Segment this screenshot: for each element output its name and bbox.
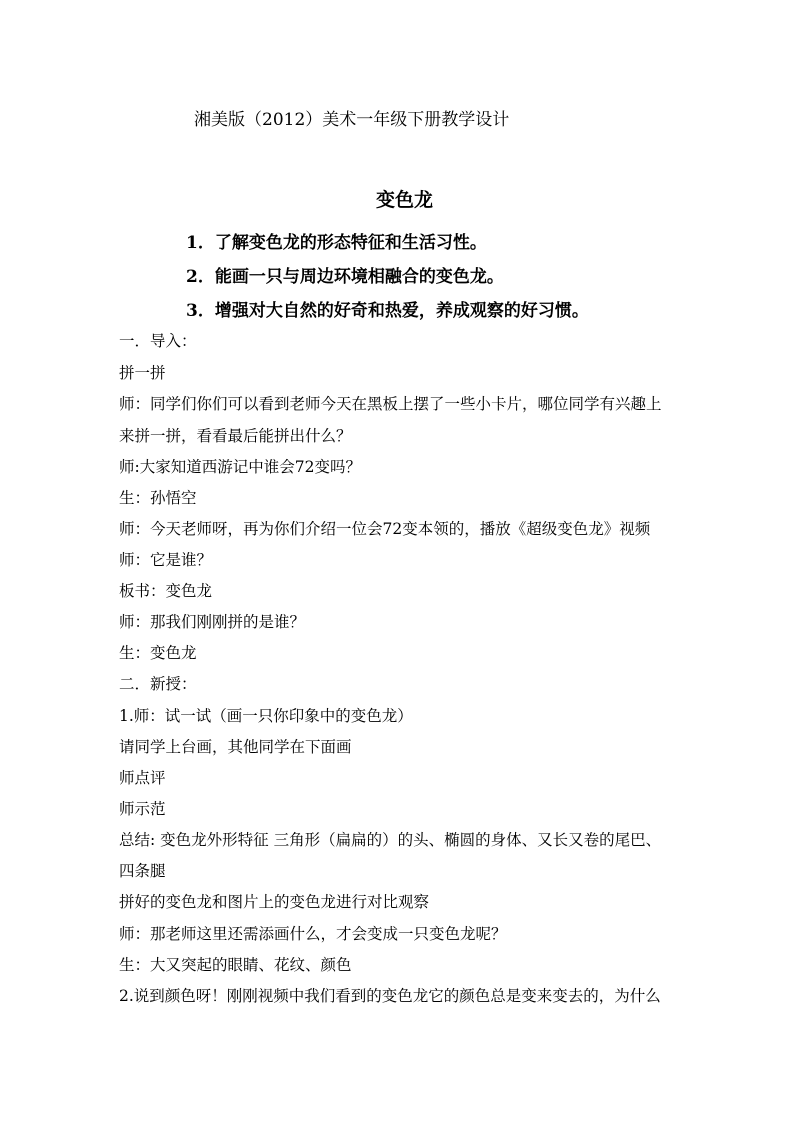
body-line: 四条腿 xyxy=(119,862,166,880)
body-line: 请同学上台画，其他同学在下面画 xyxy=(119,738,352,756)
body-line: 师：那老师这里还需添画什么，才会变成一只变色龙呢？ xyxy=(119,925,507,943)
body-line: 师：它是谁？ xyxy=(119,551,213,569)
body-line: 师点评 xyxy=(119,769,166,787)
section-heading-new-lesson: 二．新授： xyxy=(119,675,197,693)
section-heading-intro: 一．导入： xyxy=(119,332,197,350)
body-line: 生：大又突起的眼睛、花纹、颜色 xyxy=(119,956,352,974)
body-line: 师：那我们刚刚拼的是谁？ xyxy=(119,613,306,631)
objective-2: 2．能画一只与周边环境相融合的变色龙。 xyxy=(186,267,504,287)
body-line: 总结: 变色龙外形特征 三角形（扁扁的）的头、椭圆的身体、又长又卷的尾巴、 xyxy=(119,831,662,849)
body-line: 2.说到颜色呀！刚刚视频中我们看到的变色龙它的颜色总是变来变去的，为什么 xyxy=(119,987,661,1005)
objective-3: 3．增强对大自然的好奇和热爱，养成观察的好习惯。 xyxy=(186,301,589,321)
body-line: 板书：变色龙 xyxy=(119,582,213,600)
body-line: 拼一拼 xyxy=(119,364,166,382)
body-line: 1.师：试一试（画一只你印象中的变色龙） xyxy=(119,707,413,725)
objective-1: 1．了解变色龙的形态特征和生活习性。 xyxy=(186,233,487,253)
body-line: 师：同学们你们可以看到老师今天在黑板上摆了一些小卡片，哪位同学有兴趣上 xyxy=(119,395,662,413)
body-line: 来拼一拼，看看最后能拼出什么？ xyxy=(119,427,352,445)
body-line: 师:大家知道西游记中谁会72变吗？ xyxy=(119,458,361,476)
body-line: 生：孙悟空 xyxy=(119,489,197,507)
lesson-title: 变色龙 xyxy=(376,189,434,211)
document-header: 湘美版（2012）美术一年级下册教学设计 xyxy=(194,110,510,130)
body-line: 生：变色龙 xyxy=(119,644,197,662)
body-line: 师：今天老师呀，再为你们介绍一位会72变本领的，播放《超级变色龙》视频 xyxy=(119,520,651,538)
body-line: 拼好的变色龙和图片上的变色龙进行对比观察 xyxy=(119,893,430,911)
body-line: 师示范 xyxy=(119,800,166,818)
